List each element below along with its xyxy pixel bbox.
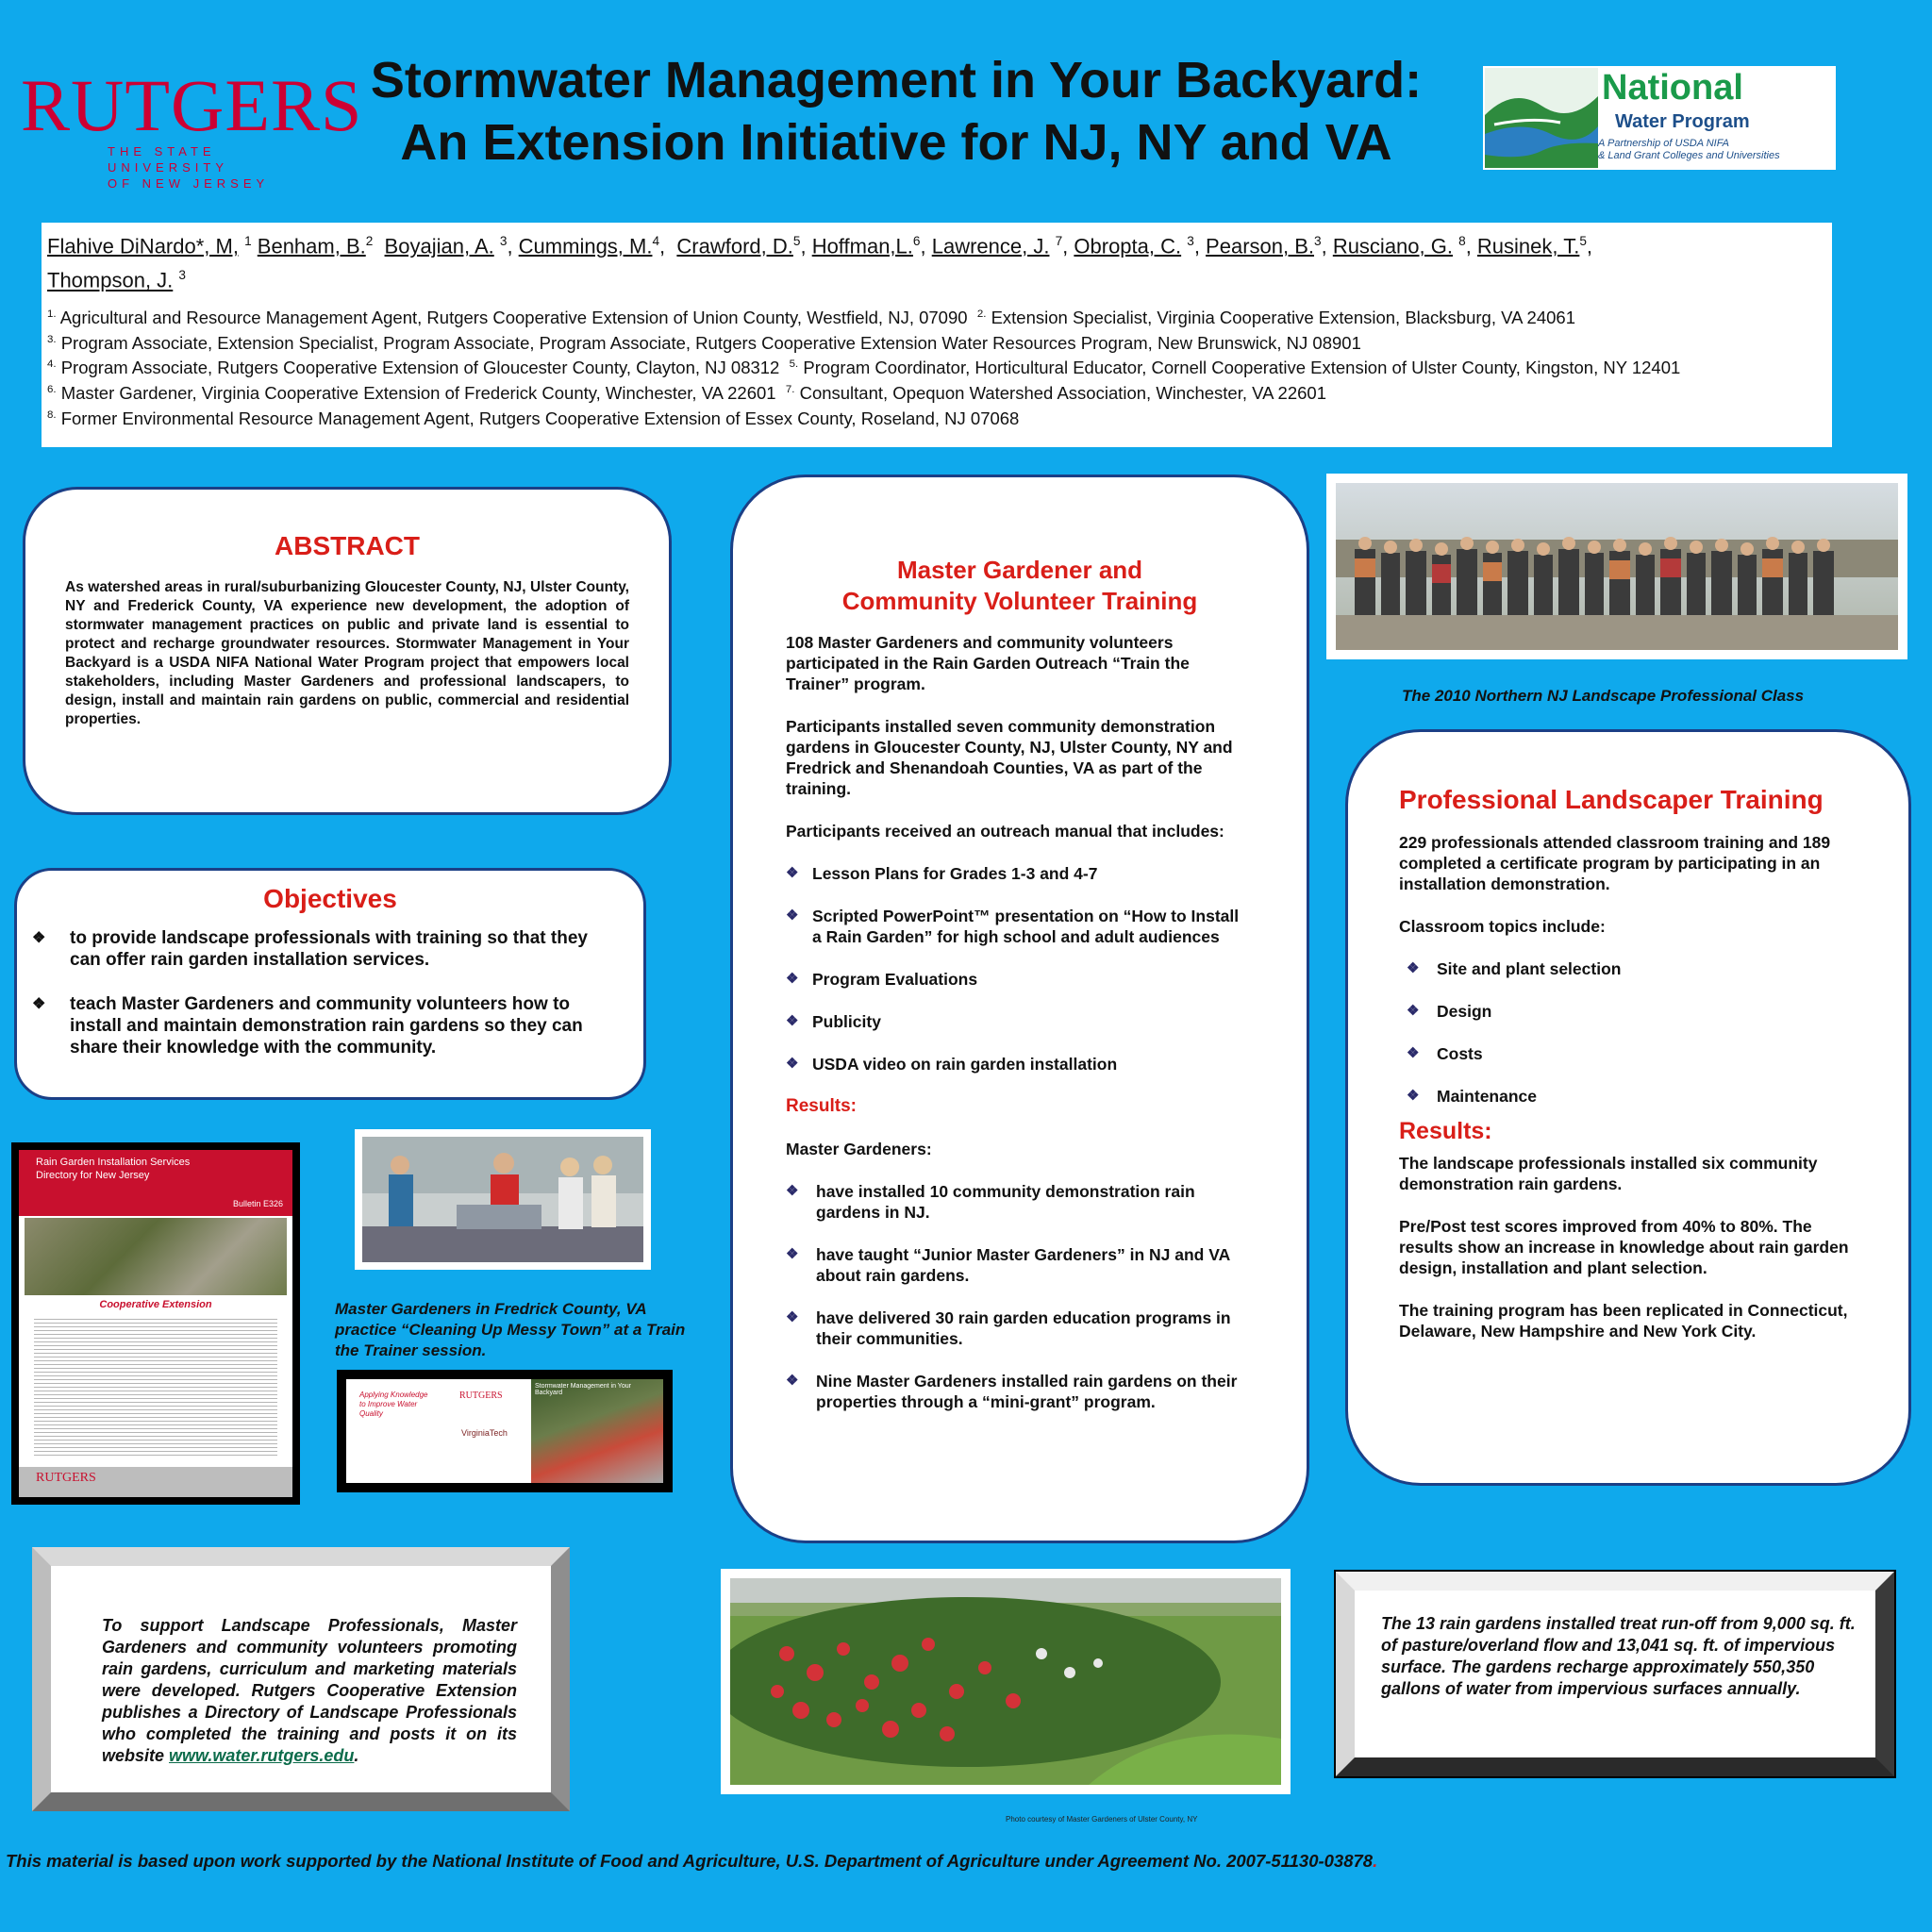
affiliation-text: Master Gardener, Virginia Cooperative Extension of Frederick County, Winchester, VA 22601: [60, 383, 776, 404]
affiliation-number: 7.: [785, 383, 795, 395]
list-item: [1407, 958, 1856, 979]
brochure-title-line-1: Rain Garden Installation Services: [36, 1157, 191, 1168]
heading-line-2: Community Volunteer Training: [841, 587, 1198, 615]
abstract-text: As watershed areas in rural/suburbanizing Gloucester County, NJ, Ulster County, NY and Frederick County, VA experience new development, the adoption of stormwater management practices on public and private land is essential to protect and recharge groundwater resources. Stormwater Management in Your Backyard is a USDA NIFA National Water Program project that empowers local stakeholders, including Master Gardeners and professional landscapers, to design, install and maintain rain gardens on public, commercial and residential properties.: [65, 579, 629, 727]
diamond-bullet-icon: ❖: [786, 1246, 799, 1262]
author-name: Obropta, C.: [1074, 234, 1182, 258]
author-affiliation: 3: [178, 268, 186, 283]
nwp-title: National: [1602, 68, 1743, 108]
author-affiliation: 4: [652, 234, 660, 248]
abstract-heading: ABSTRACT: [275, 531, 420, 560]
footer-text: This material is based upon work supported by the National Institute of Food and Agriculture, U.S. Department of Agriculture under Agreement No. 2007-51130-03878: [6, 1851, 1374, 1871]
brochure-body-text: [34, 1316, 277, 1457]
affiliation-text: Consultant, Opequon Watershed Association, Winchester, VA 22601: [799, 383, 1326, 404]
professional-training-panel: [1345, 729, 1911, 1486]
objectives-heading: Objectives: [263, 884, 397, 913]
list-item-text: Design: [1437, 1002, 1492, 1021]
photo-credit: Photo courtesy of Master Gardeners of Ulster County, NY: [1006, 1815, 1198, 1824]
poster-title: [321, 49, 1472, 174]
author-name: Cummings, M.: [518, 234, 653, 258]
author-affiliation: 3: [1187, 234, 1194, 248]
rutgers-subtitle-1: THE STATE UNIVERSITY: [108, 144, 229, 175]
manual-rutgers-logo: RUTGERS: [459, 1391, 503, 1401]
affiliation-number: 5.: [789, 358, 799, 371]
affiliation-number: 8.: [47, 408, 57, 421]
author-affiliation: 1: [244, 234, 252, 248]
author-name: Flahive DiNardo*, M,: [47, 234, 239, 258]
list-item: [786, 863, 1250, 884]
affiliation-text: Extension Specialist, Virginia Cooperative Extension, Blacksburg, VA 24061: [991, 308, 1575, 328]
list-item-text: Site and plant selection: [1437, 959, 1622, 978]
paragraph: 108 Master Gardeners and community volunteers participated in the Rain Garden Outreach “Train the Trainer” program.: [786, 633, 1190, 693]
master-gardener-heading: [733, 555, 1307, 617]
class-photo-caption: The 2010 Northern NJ Landscape Professional Class: [1402, 687, 1805, 705]
results-heading: Results:: [1399, 1118, 1492, 1144]
list-item: [786, 1244, 1250, 1286]
affiliation-number: 1.: [47, 308, 57, 320]
list-item: [786, 1371, 1250, 1412]
list-item: [786, 969, 1250, 990]
title-line-1: Stormwater Management in Your Backyard:: [370, 52, 1423, 108]
paragraph: The landscape professionals installed six community demonstration rain gardens.: [1399, 1154, 1818, 1193]
affiliation-text: Program Coordinator, Horticultural Educator, Cornell Cooperative Extension of Ulster County, Kingston, NY 12401: [803, 358, 1681, 378]
paragraph: 229 professionals attended classroom training and 189 completed a certificate program by participating in an installation demonstration.: [1399, 833, 1831, 893]
objective-text: teach Master Gardeners and community volunteers how to install and maintain demonstration rain gardens so they can share their knowledge with the community.: [70, 994, 583, 1058]
list-item-text: Maintenance: [1437, 1087, 1537, 1106]
paragraph: Participants received an outreach manual that includes:: [786, 822, 1224, 841]
funding-acknowledgement: [6, 1851, 1377, 1872]
rain-garden-image: [730, 1578, 1281, 1785]
author-list: Flahive DiNardo*, M, $^1$ Benham, B.$^2$ Boyajian, A. $^3$, Cummings, M.$^4$, Crawford, D.$^5$, Hoffman,L.$^6$, Lawrence, J. $^7$, Obropta, C. $^3$, Pearson, B.$^3$, Rusciano, G. $^8$, Rusinek, T.$^5$, Thompson, J. $^3$: [47, 234, 1593, 292]
list-item-text: Lesson Plans for Grades 1-3 and 4-7: [812, 864, 1098, 883]
author-affiliation: 2: [365, 234, 374, 248]
diamond-bullet-icon: ❖: [32, 930, 46, 946]
author-name: Pearson, B.: [1206, 234, 1314, 258]
author-name: Rusinek, T.: [1476, 234, 1580, 258]
list-item-text: Nine Master Gardeners installed rain gardens on their properties through a “mini-grant” program.: [816, 1372, 1238, 1411]
footer-end: .: [1373, 1851, 1378, 1871]
paragraph: Classroom topics include:: [1399, 917, 1606, 936]
list-item-text: have installed 10 community demonstration rain gardens in NJ.: [816, 1182, 1195, 1222]
support-text: [102, 1615, 517, 1767]
master-gardener-panel: [730, 475, 1309, 1543]
list-item: [786, 1011, 1250, 1032]
authors-box: [42, 223, 1832, 447]
diamond-bullet-icon: ❖: [786, 1056, 799, 1072]
objective-item: [32, 993, 606, 1058]
manual-cover-title: Stormwater Management in Your Backyard: [535, 1383, 631, 1396]
list-item: [786, 906, 1250, 947]
diamond-bullet-icon: ❖: [786, 971, 799, 987]
diamond-bullet-icon: ❖: [786, 1373, 799, 1389]
affiliation-list: [47, 304, 1821, 429]
author-name: Thompson, J.: [47, 268, 174, 292]
rutgers-subtitle-2: OF NEW JERSEY: [108, 176, 270, 191]
affiliation-text: Program Associate, Extension Specialist, Program Associate, Program Associate, Rutgers Cooperative Extension Water Resources Program, New Brunswick, NJ 08901: [60, 332, 1361, 353]
support-box: [32, 1547, 570, 1811]
nwp-subtitle: Water Program: [1615, 111, 1750, 132]
list-item-text: have taught “Junior Master Gardeners” in NJ and VA about rain gardens.: [816, 1245, 1230, 1285]
diamond-bullet-icon: ❖: [32, 996, 46, 1012]
affiliation-number: 4.: [47, 358, 57, 371]
website-link[interactable]: www.water.rutgers.edu: [169, 1746, 355, 1765]
list-item: [786, 1307, 1250, 1349]
list-item: [1407, 1043, 1856, 1064]
affiliation-number: 2.: [976, 308, 987, 320]
rutgers-wordmark: RUTGERS: [21, 64, 363, 146]
brochure-title-line-2: Directory for New Jersey: [36, 1170, 150, 1181]
paragraph: Participants installed seven community demonstration gardens in Gloucester County, NJ, Ulster County, NY and Fredrick and Shenandoah Counties, VA as part of the training.: [786, 717, 1233, 798]
manual-virginia-tech-logo: VirginiaTech: [461, 1428, 508, 1438]
title-line-2: An Extension Initiative for NJ, NY and VA: [400, 114, 1392, 171]
diamond-bullet-icon: ❖: [1407, 1088, 1420, 1104]
author-name: Rusciano, G.: [1332, 234, 1453, 258]
abstract-panel: [23, 487, 672, 815]
list-item-text: have delivered 30 rain garden education programs in their communities.: [816, 1308, 1231, 1348]
professional-body: [1399, 832, 1856, 1341]
impact-box: [1334, 1570, 1896, 1778]
objectives-panel: [14, 868, 646, 1100]
master-gardener-body: [786, 632, 1250, 1412]
diamond-bullet-icon: ❖: [786, 1309, 799, 1325]
outreach-manual-image: [337, 1370, 673, 1492]
objective-item: [32, 927, 606, 971]
author-name: Boyajian, A.: [384, 234, 494, 258]
list-item-text: Scripted PowerPoint™ presentation on “How to Install a Rain Garden” for high school and adult audiences: [812, 907, 1240, 946]
author-name: Hoffman,L.: [811, 234, 913, 258]
author-affiliation: 3: [1314, 234, 1322, 248]
impact-text: The 13 rain gardens installed treat run-off from 9,000 sq. ft. of pasture/overland flow and 13,041 sq. ft. of impervious surface. The gardens recharge approximately 550,350 gallons of water from impervious surfaces annually.: [1381, 1614, 1856, 1698]
list-item: [1407, 1086, 1856, 1107]
diamond-bullet-icon: ❖: [1407, 960, 1420, 976]
results-intro: Master Gardeners:: [786, 1140, 932, 1158]
author-affiliation: 6: [912, 234, 921, 248]
author-affiliation: 5: [792, 234, 801, 248]
author-name: Crawford, D.: [676, 234, 793, 258]
affiliation-text: Former Environmental Resource Management Agent, Rutgers Cooperative Extension of Essex County, Roseland, NJ 07068: [60, 408, 1020, 428]
diamond-bullet-icon: ❖: [786, 908, 799, 924]
paragraph: The training program has been replicated in Connecticut, Delaware, New Hampshire and New York City.: [1399, 1301, 1848, 1341]
volunteers-classroom-photo: [362, 1137, 643, 1262]
author-affiliation: 8: [1458, 234, 1466, 248]
manual-left-text: Applying Knowledge to Improve Water Quality: [359, 1391, 428, 1418]
nwp-partnership-line-1: A Partnership of USDA NIFA: [1598, 138, 1729, 149]
affiliation-line: [47, 304, 1821, 329]
brochure-cooperative-extension: Cooperative Extension: [99, 1299, 212, 1310]
professional-heading: Professional Landscaper Training: [1399, 785, 1824, 814]
affiliation-text: Agricultural and Resource Management Agent, Rutgers Cooperative Extension of Union County, Westfield, NJ, 07090: [59, 308, 968, 328]
rain-garden-photo: [721, 1569, 1291, 1794]
diamond-bullet-icon: ❖: [786, 1183, 799, 1199]
list-item-text: Costs: [1437, 1044, 1483, 1063]
brochure-bulletin: Bulletin E326: [232, 1199, 283, 1208]
directory-brochure-image: [11, 1142, 300, 1505]
fredrick-county-photo: [355, 1129, 651, 1270]
author-affiliation: 3: [499, 234, 508, 248]
objective-text: to provide landscape professionals with training so that they can offer rain garden installation services.: [70, 928, 588, 970]
list-item-text: Publicity: [812, 1012, 881, 1031]
support-text-body: To support Landscape Professionals, Master Gardeners and community volunteers promoting rain gardens, curriculum and marketing materials were developed. Rutgers Cooperative Extension publishes a Directory of Landscape Professionals who completed the training and posts it on its website: [102, 1616, 517, 1765]
author-affiliation: 5: [1579, 234, 1587, 248]
affiliation-line: [47, 329, 1821, 355]
affiliation-text: Program Associate, Rutgers Cooperative Extension of Gloucester County, Clayton, NJ 08312: [60, 358, 780, 378]
results-heading: Results:: [786, 1096, 857, 1116]
heading-line-1: Master Gardener and: [896, 556, 1143, 584]
rutgers-logo: [21, 64, 363, 191]
diamond-bullet-icon: ❖: [786, 865, 799, 881]
list-item-text: USDA video on rain garden installation: [812, 1055, 1118, 1074]
author-name: Benham, B.: [257, 234, 366, 258]
paragraph: Pre/Post test scores improved from 40% to 80%. The results show an increase in knowledge about rain garden design, installation and plant selection.: [1399, 1217, 1849, 1277]
list-item: [786, 1054, 1250, 1074]
group-photo: [1336, 483, 1898, 650]
class-photo: [1326, 474, 1907, 659]
diamond-bullet-icon: ❖: [786, 1013, 799, 1029]
list-item: [786, 1181, 1250, 1223]
affiliation-line: [47, 379, 1821, 405]
author-name: Lawrence, J.: [931, 234, 1050, 258]
nwp-partnership-line-2: & Land Grant Colleges and Universities: [1598, 150, 1780, 161]
fredrick-photo-caption: Master Gardeners in Fredrick County, VA practice “Cleaning Up Messy Town” at a Train the Trainer session.: [335, 1300, 686, 1359]
diamond-bullet-icon: ❖: [1407, 1003, 1420, 1019]
diamond-bullet-icon: ❖: [1407, 1045, 1420, 1061]
river-landscape-icon: [1485, 68, 1598, 168]
affiliation-number: 6.: [47, 383, 57, 395]
support-text-end: .: [354, 1746, 359, 1765]
list-item-text: Program Evaluations: [812, 970, 978, 989]
nwp-partnership: [1598, 138, 1780, 162]
author-affiliation: 7: [1055, 234, 1063, 248]
manual-cover-photo: [531, 1379, 663, 1483]
affiliation-line: [47, 405, 1821, 430]
affiliation-number: 3.: [47, 333, 57, 345]
affiliation-line: [47, 354, 1821, 379]
list-item: [1407, 1001, 1856, 1022]
national-water-program-logo: [1483, 66, 1836, 170]
rain-garden-photo: [25, 1218, 287, 1295]
brochure-rutgers-logo: RUTGERS: [36, 1471, 96, 1485]
